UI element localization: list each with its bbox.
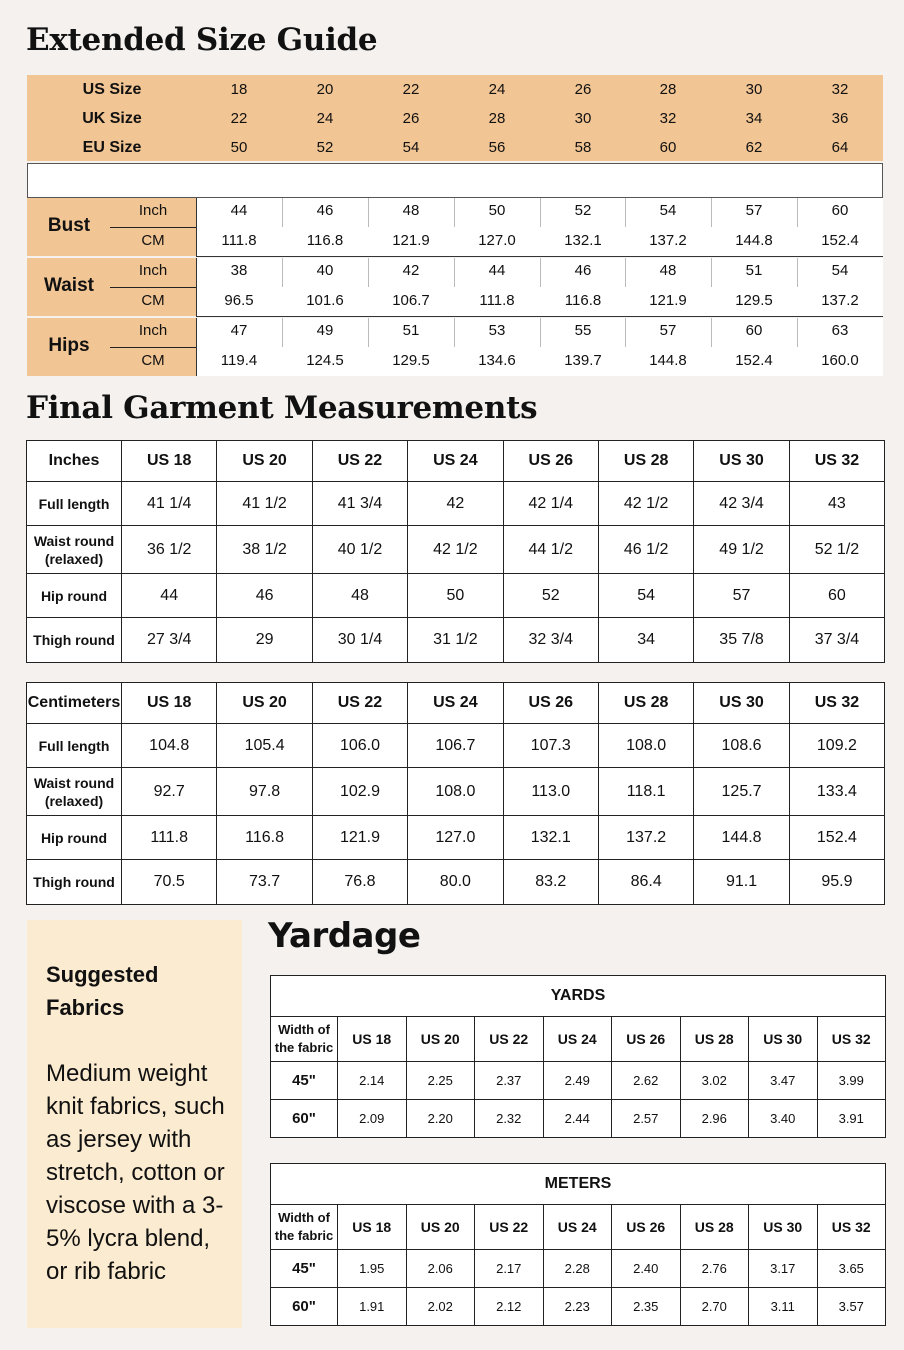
column-header: US 32 bbox=[817, 1017, 886, 1062]
cell-value: 83.2 bbox=[503, 860, 598, 905]
cell-value: 76.8 bbox=[312, 860, 407, 905]
unit-cm-label: CM bbox=[141, 292, 165, 309]
width-label-line2: the fabric bbox=[274, 1040, 334, 1055]
yardage-yards-table bbox=[270, 975, 886, 1138]
yardage-value: 2.17 bbox=[475, 1250, 544, 1288]
cell-value: 27 3/4 bbox=[122, 618, 217, 663]
cell-value: 46 1/2 bbox=[598, 526, 693, 574]
cm-value: 152.4 bbox=[735, 352, 773, 369]
yardage-value: 2.49 bbox=[543, 1062, 612, 1100]
cell-value: 152.4 bbox=[789, 816, 884, 860]
inch-value: 48 bbox=[402, 202, 420, 219]
cell-value: 70.5 bbox=[122, 860, 217, 905]
column-header: US 20 bbox=[217, 441, 312, 482]
table-row bbox=[27, 768, 885, 816]
final-garment-title: Final Garment Measurements bbox=[26, 390, 538, 426]
column-header: US 28 bbox=[680, 1205, 749, 1250]
cell-value: 108.0 bbox=[598, 724, 693, 768]
cm-value: 111.8 bbox=[221, 232, 257, 249]
inch-value: 60 bbox=[831, 202, 849, 219]
size-value: 36 bbox=[831, 110, 849, 127]
row-label bbox=[27, 618, 122, 663]
unit-inch-label: Inch bbox=[138, 322, 168, 339]
size-value: 62 bbox=[745, 139, 763, 156]
cell-value: 144.8 bbox=[694, 816, 789, 860]
cell-value: 95.9 bbox=[789, 860, 884, 905]
cell-value: 29 bbox=[217, 618, 312, 663]
cell-value: 116.8 bbox=[217, 816, 312, 860]
table-row bbox=[27, 724, 885, 768]
cell-value: 108.0 bbox=[408, 768, 503, 816]
cell-value: 60 bbox=[789, 574, 884, 618]
cm-value: 137.2 bbox=[821, 292, 859, 309]
cell-value: 86.4 bbox=[598, 860, 693, 905]
yardage-meters-table bbox=[270, 1163, 886, 1326]
inch-value: 51 bbox=[402, 322, 420, 339]
cell-value: 106.0 bbox=[312, 724, 407, 768]
yardage-value: 2.40 bbox=[612, 1250, 681, 1288]
yardage-value: 2.20 bbox=[406, 1100, 475, 1138]
fabric-width-label: 45" bbox=[271, 1062, 338, 1100]
cell-value: 42 1/2 bbox=[408, 526, 503, 574]
table-corner-label: Centimeters bbox=[27, 683, 122, 724]
column-header: US 24 bbox=[543, 1017, 612, 1062]
size-separator-bar bbox=[27, 163, 883, 198]
cell-value: 104.8 bbox=[122, 724, 217, 768]
garment-inches-table bbox=[26, 440, 885, 663]
measurement-block-bust bbox=[27, 198, 883, 256]
column-header: US 28 bbox=[598, 683, 693, 724]
cell-value: 36 1/2 bbox=[122, 526, 217, 574]
table-row bbox=[27, 526, 885, 574]
row-label-text: Full length bbox=[38, 737, 110, 754]
yardage-table-title: YARDS bbox=[271, 976, 886, 1017]
row-label-text: Full length bbox=[38, 495, 110, 512]
cell-value: 30 1/4 bbox=[312, 618, 407, 663]
cell-value: 35 7/8 bbox=[694, 618, 789, 663]
inch-value: 44 bbox=[230, 202, 248, 219]
cm-value: 121.9 bbox=[649, 292, 687, 309]
column-header: US 18 bbox=[338, 1205, 407, 1250]
cm-value: 96.5 bbox=[224, 292, 254, 309]
cm-value: 134.6 bbox=[478, 352, 516, 369]
size-value: 18 bbox=[230, 81, 248, 98]
table-row bbox=[27, 618, 885, 663]
cell-value: 92.7 bbox=[122, 768, 217, 816]
inch-value: 60 bbox=[745, 322, 763, 339]
cell-value: 46 bbox=[217, 574, 312, 618]
yardage-value: 3.57 bbox=[817, 1288, 886, 1326]
cell-value: 41 1/2 bbox=[217, 482, 312, 526]
cell-value: 108.6 bbox=[694, 724, 789, 768]
yardage-value: 2.02 bbox=[406, 1288, 475, 1326]
size-value: 20 bbox=[316, 81, 334, 98]
inch-value: 42 bbox=[402, 262, 420, 279]
cm-value: 124.5 bbox=[306, 352, 344, 369]
inch-value: 54 bbox=[659, 202, 677, 219]
cell-value: 38 1/2 bbox=[217, 526, 312, 574]
inch-value: 63 bbox=[831, 322, 849, 339]
size-value: 28 bbox=[488, 110, 506, 127]
cell-value: 125.7 bbox=[694, 768, 789, 816]
column-header: US 28 bbox=[598, 441, 693, 482]
cm-value: 127.0 bbox=[478, 232, 516, 249]
column-header: US 30 bbox=[694, 441, 789, 482]
cm-value: 101.6 bbox=[306, 292, 344, 309]
cell-value: 80.0 bbox=[408, 860, 503, 905]
inch-value: 53 bbox=[488, 322, 506, 339]
row-label bbox=[27, 816, 122, 860]
column-header: US 26 bbox=[612, 1017, 681, 1062]
table-row bbox=[27, 860, 885, 905]
yardage-value: 2.70 bbox=[680, 1288, 749, 1326]
yardage-value: 2.12 bbox=[475, 1288, 544, 1326]
cell-value: 41 1/4 bbox=[122, 482, 217, 526]
size-value: 34 bbox=[745, 110, 763, 127]
yardage-value: 2.76 bbox=[680, 1250, 749, 1288]
column-header: US 18 bbox=[122, 441, 217, 482]
yardage-value: 2.09 bbox=[338, 1100, 407, 1138]
cell-value: 105.4 bbox=[217, 724, 312, 768]
cell-value: 118.1 bbox=[598, 768, 693, 816]
column-header: US 20 bbox=[406, 1205, 475, 1250]
table-row bbox=[27, 574, 885, 618]
suggested-fabrics-title: Suggested Fabrics bbox=[46, 962, 159, 1020]
cell-value: 44 1/2 bbox=[503, 526, 598, 574]
cell-value: 54 bbox=[598, 574, 693, 618]
yardage-value: 2.35 bbox=[612, 1288, 681, 1326]
row-label-text: Waist round bbox=[33, 774, 115, 791]
cell-value: 109.2 bbox=[789, 724, 884, 768]
measurement-block-hips bbox=[27, 318, 883, 376]
size-value: 54 bbox=[402, 139, 420, 156]
cm-value: 116.8 bbox=[564, 292, 602, 309]
cell-value: 34 bbox=[598, 618, 693, 663]
inch-value: 48 bbox=[659, 262, 677, 279]
row-label bbox=[27, 768, 122, 816]
inch-value: 55 bbox=[574, 322, 592, 339]
cell-value: 97.8 bbox=[217, 768, 312, 816]
size-value: 56 bbox=[488, 139, 506, 156]
yardage-row bbox=[271, 1062, 886, 1100]
cell-value: 111.8 bbox=[122, 816, 217, 860]
unit-cm-label: CM bbox=[141, 232, 165, 249]
yardage-value: 2.25 bbox=[406, 1062, 475, 1100]
size-value: 30 bbox=[574, 110, 592, 127]
yardage-value: 2.23 bbox=[543, 1288, 612, 1326]
suggested-fabrics-box bbox=[27, 920, 242, 1328]
cm-value: 111.8 bbox=[479, 292, 515, 309]
garment-cm-table bbox=[26, 682, 885, 905]
cm-value: 139.7 bbox=[564, 352, 602, 369]
column-header: US 32 bbox=[789, 683, 884, 724]
column-header: US 26 bbox=[503, 441, 598, 482]
cell-value: 44 bbox=[122, 574, 217, 618]
inch-value: 38 bbox=[230, 262, 248, 279]
measurement-label: Bust bbox=[47, 215, 91, 236]
yardage-row bbox=[271, 1288, 886, 1326]
cm-value: 121.9 bbox=[392, 232, 430, 249]
cm-value: 144.8 bbox=[649, 352, 687, 369]
cell-value: 73.7 bbox=[217, 860, 312, 905]
yardage-value: 3.17 bbox=[749, 1250, 818, 1288]
cm-value: 132.1 bbox=[564, 232, 602, 249]
cell-value: 41 3/4 bbox=[312, 482, 407, 526]
column-header: US 26 bbox=[612, 1205, 681, 1250]
cell-value: 32 3/4 bbox=[503, 618, 598, 663]
fabric-width-label: 60" bbox=[271, 1100, 338, 1138]
cell-value: 102.9 bbox=[312, 768, 407, 816]
yardage-value: 2.28 bbox=[543, 1250, 612, 1288]
yardage-value: 2.37 bbox=[475, 1062, 544, 1100]
cm-value: 106.7 bbox=[392, 292, 430, 309]
yardage-value: 1.91 bbox=[338, 1288, 407, 1326]
band-bottom-divider bbox=[196, 316, 883, 317]
size-row-label: UK Size bbox=[82, 110, 142, 127]
cell-value: 106.7 bbox=[408, 724, 503, 768]
cell-value: 57 bbox=[694, 574, 789, 618]
table-row bbox=[27, 816, 885, 860]
yardage-table-title: METERS bbox=[271, 1164, 886, 1205]
cell-value: 107.3 bbox=[503, 724, 598, 768]
yardage-value: 3.11 bbox=[749, 1288, 818, 1326]
yardage-row bbox=[271, 1100, 886, 1138]
row-label-sub: (relaxed) bbox=[44, 792, 104, 809]
inch-value: 57 bbox=[745, 202, 763, 219]
yardage-value: 3.47 bbox=[749, 1062, 818, 1100]
inch-value: 51 bbox=[745, 262, 763, 279]
yardage-value: 2.57 bbox=[612, 1100, 681, 1138]
yardage-value: 1.95 bbox=[338, 1250, 407, 1288]
cm-value: 116.8 bbox=[306, 232, 344, 249]
inch-value: 40 bbox=[316, 262, 334, 279]
size-value: 24 bbox=[488, 81, 506, 98]
row-label-text: Thigh round bbox=[33, 874, 115, 890]
cell-value: 48 bbox=[312, 574, 407, 618]
width-label-line1: Width of bbox=[278, 1210, 330, 1225]
column-header: US 22 bbox=[312, 441, 407, 482]
inch-value: 52 bbox=[574, 202, 592, 219]
cell-value: 37 3/4 bbox=[789, 618, 884, 663]
inch-value: 47 bbox=[230, 322, 248, 339]
row-label-text: Hip round bbox=[40, 587, 108, 604]
yardage-row bbox=[271, 1250, 886, 1288]
inch-value: 49 bbox=[316, 322, 334, 339]
table-row bbox=[27, 482, 885, 526]
column-header: US 24 bbox=[543, 1205, 612, 1250]
column-header: US 22 bbox=[475, 1205, 544, 1250]
size-value: 58 bbox=[574, 139, 592, 156]
cm-value: 129.5 bbox=[735, 292, 773, 309]
row-label-text: Thigh round bbox=[33, 632, 115, 648]
size-value: 60 bbox=[659, 139, 677, 156]
yardage-value: 2.62 bbox=[612, 1062, 681, 1100]
inch-value: 50 bbox=[488, 202, 506, 219]
unit-divider bbox=[110, 347, 196, 348]
unit-inch-label: Inch bbox=[138, 202, 168, 219]
unit-divider bbox=[110, 227, 196, 228]
size-header-band bbox=[27, 75, 883, 161]
yardage-value: 2.32 bbox=[475, 1100, 544, 1138]
band-bottom-divider bbox=[196, 256, 883, 257]
unit-divider bbox=[110, 287, 196, 288]
cell-value: 31 1/2 bbox=[408, 618, 503, 663]
row-label-text: Hip round bbox=[40, 829, 108, 846]
row-label bbox=[27, 482, 122, 526]
size-row-label: US Size bbox=[82, 81, 142, 98]
size-value: 32 bbox=[659, 110, 677, 127]
size-value: 50 bbox=[230, 139, 248, 156]
column-header: US 32 bbox=[817, 1205, 886, 1250]
column-header: US 18 bbox=[122, 683, 217, 724]
cm-value: 129.5 bbox=[392, 352, 430, 369]
yardage-header-row bbox=[271, 1017, 886, 1062]
size-value: 64 bbox=[831, 139, 849, 156]
row-label bbox=[27, 526, 122, 574]
size-value: 26 bbox=[574, 81, 592, 98]
size-value: 52 bbox=[316, 139, 334, 156]
cell-value: 91.1 bbox=[694, 860, 789, 905]
column-header: US 18 bbox=[338, 1017, 407, 1062]
suggested-fabrics-text: Medium weight knit fabrics, such as jersey with stretch, cotton or viscose with a 3-5% lycra blend, or rib fabric bbox=[46, 1060, 225, 1285]
inch-value: 54 bbox=[831, 262, 849, 279]
yardage-value: 3.40 bbox=[749, 1100, 818, 1138]
cell-value: 42 3/4 bbox=[694, 482, 789, 526]
cm-value: 152.4 bbox=[821, 232, 859, 249]
column-header: US 20 bbox=[217, 683, 312, 724]
cell-value: 40 1/2 bbox=[312, 526, 407, 574]
cell-value: 132.1 bbox=[503, 816, 598, 860]
yardage-value: 2.96 bbox=[680, 1100, 749, 1138]
yardage-header-row bbox=[271, 1205, 886, 1250]
inch-value: 57 bbox=[659, 322, 677, 339]
fabric-width-label: 45" bbox=[271, 1250, 338, 1288]
unit-cm-label: CM bbox=[141, 352, 165, 369]
column-header: US 26 bbox=[503, 683, 598, 724]
cell-value: 52 bbox=[503, 574, 598, 618]
column-header: US 30 bbox=[749, 1205, 818, 1250]
column-header: US 22 bbox=[475, 1017, 544, 1062]
table-corner-label: Inches bbox=[27, 441, 122, 482]
unit-inch-label: Inch bbox=[138, 262, 168, 279]
cell-value: 127.0 bbox=[408, 816, 503, 860]
inch-value: 46 bbox=[574, 262, 592, 279]
yardage-title-row bbox=[271, 976, 886, 1017]
column-header: US 30 bbox=[749, 1017, 818, 1062]
size-row-label: EU Size bbox=[82, 139, 142, 156]
fabric-width-label: 60" bbox=[271, 1288, 338, 1326]
cell-value: 49 1/2 bbox=[694, 526, 789, 574]
column-header: US 20 bbox=[406, 1017, 475, 1062]
row-label-sub: (relaxed) bbox=[44, 550, 104, 567]
size-value: 30 bbox=[745, 81, 763, 98]
size-guide-title: Extended Size Guide bbox=[26, 22, 378, 58]
yardage-value: 3.91 bbox=[817, 1100, 886, 1138]
width-of-fabric-label bbox=[271, 1205, 338, 1250]
column-header: US 24 bbox=[408, 683, 503, 724]
column-header: US 24 bbox=[408, 441, 503, 482]
yardage-value: 3.02 bbox=[680, 1062, 749, 1100]
yardage-value: 2.14 bbox=[338, 1062, 407, 1100]
row-label bbox=[27, 724, 122, 768]
cm-value: 119.4 bbox=[220, 352, 258, 369]
size-value: 24 bbox=[316, 110, 334, 127]
size-value: 26 bbox=[402, 110, 420, 127]
yardage-title-row bbox=[271, 1164, 886, 1205]
yardage-title: Yardage bbox=[268, 916, 421, 956]
cm-value: 160.0 bbox=[821, 352, 859, 369]
column-header: US 22 bbox=[312, 683, 407, 724]
width-label-line1: Width of bbox=[278, 1022, 330, 1037]
inch-value: 46 bbox=[316, 202, 334, 219]
cell-value: 121.9 bbox=[312, 816, 407, 860]
size-value: 28 bbox=[659, 81, 677, 98]
cm-value: 137.2 bbox=[649, 232, 687, 249]
inch-value: 44 bbox=[488, 262, 506, 279]
column-header: US 32 bbox=[789, 441, 884, 482]
cell-value: 42 1/2 bbox=[598, 482, 693, 526]
cell-value: 42 bbox=[408, 482, 503, 526]
cell-value: 133.4 bbox=[789, 768, 884, 816]
yardage-value: 2.44 bbox=[543, 1100, 612, 1138]
width-label-line2: the fabric bbox=[274, 1228, 334, 1243]
yardage-value: 3.99 bbox=[817, 1062, 886, 1100]
size-value: 32 bbox=[831, 81, 849, 98]
cell-value: 52 1/2 bbox=[789, 526, 884, 574]
column-header: US 30 bbox=[694, 683, 789, 724]
measurement-label: Hips bbox=[48, 335, 90, 356]
cell-value: 137.2 bbox=[598, 816, 693, 860]
width-of-fabric-label bbox=[271, 1017, 338, 1062]
column-header: US 28 bbox=[680, 1017, 749, 1062]
yardage-value: 2.06 bbox=[406, 1250, 475, 1288]
measurement-label: Waist bbox=[44, 275, 94, 296]
row-label-text: Waist round bbox=[33, 532, 115, 549]
cell-value: 113.0 bbox=[503, 768, 598, 816]
cell-value: 43 bbox=[789, 482, 884, 526]
size-value: 22 bbox=[230, 110, 248, 127]
yardage-value: 3.65 bbox=[817, 1250, 886, 1288]
size-value: 22 bbox=[402, 81, 420, 98]
measurement-block-waist bbox=[27, 258, 883, 316]
row-label bbox=[27, 574, 122, 618]
row-label bbox=[27, 860, 122, 905]
cell-value: 42 1/4 bbox=[503, 482, 598, 526]
cell-value: 50 bbox=[408, 574, 503, 618]
cm-value: 144.8 bbox=[735, 232, 773, 249]
